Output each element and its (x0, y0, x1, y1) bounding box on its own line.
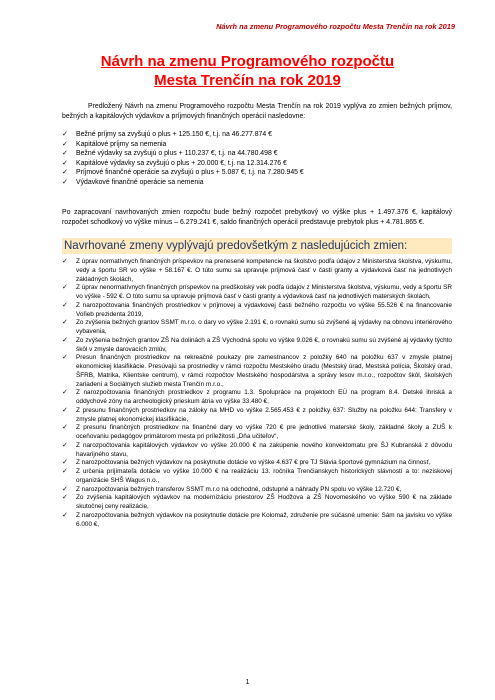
change-item: ✓ Z narozpočtovania bežných výdavkov na poskytnutie dotácie pre Kolomaž, združenie pre súčasné umenie: Sám na javisku vo výške 6.000 €, (62, 511, 452, 528)
change-item: ✓ Zo zvýšenia kapitálových výdavkov na modernizáciu priestorov ZŠ Hodžova a ZŠ Novomeského vo výške 590 € na základe skutočnej ceny realizácie, (62, 494, 452, 510)
summary-item: ✓ Príjmové finančné operácie sa zvyšujú o plus + 5.087 €, t.j. na 7.280.945 € (62, 169, 304, 177)
change-item: ✓ Z narozpočtovania bežných transferov SSMT m.r.o na odchodné, odstupné a náhrady PN spolu vo výške 12.720 €, (62, 485, 402, 493)
changes-list (62, 258, 452, 529)
intro-text: Predložený Návrh na zmenu Programového rozpočtu Mesta Trenčín na rok 2019 vyplýva zo zmien bežných príjmov, bežných a kapitálových výdavkov a príjmových finančných operácií nasledovne: (62, 103, 452, 120)
change-item: ✓ Z presunu finančných prostriedkov na záloky na MHD vo výške 2.565.453 € z položky 637: Služby na položku 644: Transfery v zmysle platnej ekonomickej klasifikácie, (62, 406, 452, 423)
check-icon: ✓ (62, 159, 68, 167)
change-item: ✓ Presun finančných prostriedkov na rekreačné poukazy pre zamestnancov z položky 640 na položku 637 v zmysle platnej ekonomickej klasifikácie. Presúvajú sa prostriedky v rámci rozpočtu Mestského úradu (Mestský úrad, Mestská polícia, Školský úrad, ŠFRB, Matrika, Klientske centrum), v rámci rozpočtov Mestského hospodárstva a správy lesov m.r.o., rozpočtov škôl, školských zariadení a Sociálnych služieb mesta Trenčín m.r.o., (62, 354, 452, 388)
change-item: ✓ Z presunu finančných prostriedkov na finančné dary vo výške 720 € pre jednotlivé materské školy, základné školy a ZUŠ k oceňovaniu pedagógov primátorom mesta pri príležitosti „Dňa učiteľov“, (62, 424, 452, 440)
check-icon: ✓ (62, 178, 68, 186)
check-icon: ✓ (62, 424, 68, 432)
section-heading (62, 238, 452, 254)
summary-item: ✓ Výdavkové finančné operácie sa nemenia (62, 178, 204, 186)
check-icon: ✓ (62, 459, 68, 467)
intro-paragraph (62, 102, 452, 121)
check-icon: ✓ (62, 301, 68, 309)
page-title-line-2: Mesta Trenčín na rok 2019 (154, 72, 341, 89)
section-heading-text: Navrhované zmeny vyplývajú predovšetkým z nasledujúcich zmien: (64, 240, 408, 252)
change-item: ✓ Zo zvýšenia bežných grantov ZŠ Na dolinách a ZŠ Východná spolu vo výške 9.026 €, o rovnakú sumu sú zvýšené aj výdavky týchto škôl v zmysle darovacích zmlúv, (62, 336, 452, 353)
check-icon: ✓ (62, 389, 68, 397)
check-icon: ✓ (62, 494, 68, 502)
summary-item: ✓ Bežné výdavky sa zvyšujú o plus + 110.237 €, t.j. na 44.780.498 € (62, 150, 278, 158)
summary-item: ✓ Kapitálové výdavky sa zvyšujú o plus + 20.000 €, t.j. na 12.314.276 € (62, 159, 287, 167)
check-icon: ✓ (62, 468, 68, 475)
summary-item: ✓ Kapitálové príjmy sa nemenia (62, 140, 167, 148)
check-icon: ✓ (62, 140, 68, 148)
change-item: ✓ Z narozpočtovania finančných prostriedkov z programu 1.3. Spolupráce na projektoch EÚ na program 8.4. Detské ihriská a oddychové zóny na archeologický prieskum átria vo výške 33.480 €, (62, 389, 452, 405)
check-icon: ✓ (62, 169, 68, 177)
check-icon: ✓ (62, 511, 68, 519)
check-icon: ✓ (62, 354, 68, 362)
check-icon: ✓ (62, 131, 68, 138)
change-item: ✓ Zo zvýšenia bežných grantov SSMT m.r.o. o dary vo výške 2.191 €, o rovnakú sumu sú zvýšené aj výdavky na obnovu interiérového vybavenia, (62, 319, 452, 335)
change-item: ✓ Z narozpočtovania bežných výdavkov na poskytnutie dotácie vo výške 4.637 € pre TJ Slávia športové gymnázium na činnosť, (62, 459, 431, 467)
page-number: 1 (245, 679, 250, 686)
check-icon: ✓ (62, 336, 68, 344)
change-item: ✓ Z určenia prijímateľa dotácie vo výške 10.000 € na realizáciu 13. ročníka Trenčianskych historických slávností a to: neziskovej organizácie SHŠ Wagus n.o., (62, 468, 452, 484)
change-item: ✓ Z úprav nenormatívnych finančných príspevkov na predškolský vek podľa údajov z Ministerstva školstva, výskumu, vedy a športu SR vo výške - 592 €. O túto sumu sa upravuje príjmová časť v časti granty a výdavková časť na jednotlivých materských školách, (62, 284, 452, 300)
summary-list (62, 130, 452, 188)
budget-result-paragraph: Po zapracovaní navrhovaných zmien rozpočtu bude bežný rozpočet prebytkový vo výške plus + 1.497.376 €, kapitálový rozpočet schodkový vo výške mínus – 6.279.241 €, saldo finančných operácií predstavuje prebytok plus + 4.781.865 €. (62, 209, 452, 226)
summary-item: ✓ Bežné príjmy sa zvyšujú o plus + 125.150 €, t.j. na 46.277.874 € (62, 131, 272, 138)
check-icon: ✓ (62, 319, 68, 327)
check-icon: ✓ (62, 284, 68, 292)
check-icon: ✓ (62, 150, 68, 158)
check-icon: ✓ (62, 406, 68, 414)
check-icon: ✓ (62, 258, 68, 265)
check-icon: ✓ (62, 441, 68, 449)
change-item: ✓ Z narozpočtovania finančných prostriedkov v príjmovej a výdavkovej časti bežného rozpočtu vo výške 55.526 € na financovanie Voľieb prezidenta 2019, (62, 301, 452, 318)
change-item: ✓ Z narozpočtovania kapitálových výdavkov vo výške 20.000 € na zakúpenie nového konvektomatu pre ŠJ Kubranská z dôvodu havarijného stavu, (62, 441, 452, 458)
running-header: Návrh na zmenu Programového rozpočtu Mesta Trenčín na rok 2019 (216, 22, 455, 31)
change-item: ✓ Z úprav normatívnych finančných príspevkov na prenesené kompetencie na školstvo podľa údajov z Ministerstva školstva, výskumu, vedy a športu SR vo výške + 58.167 €. O túto sumu sa upravuje príjmová časť v časti granty a výdavková časť na jednotlivých základných školách, (62, 258, 452, 283)
page-title-line-1: Návrh na zmenu Programového rozpočtu (100, 53, 395, 70)
check-icon: ✓ (62, 485, 68, 493)
